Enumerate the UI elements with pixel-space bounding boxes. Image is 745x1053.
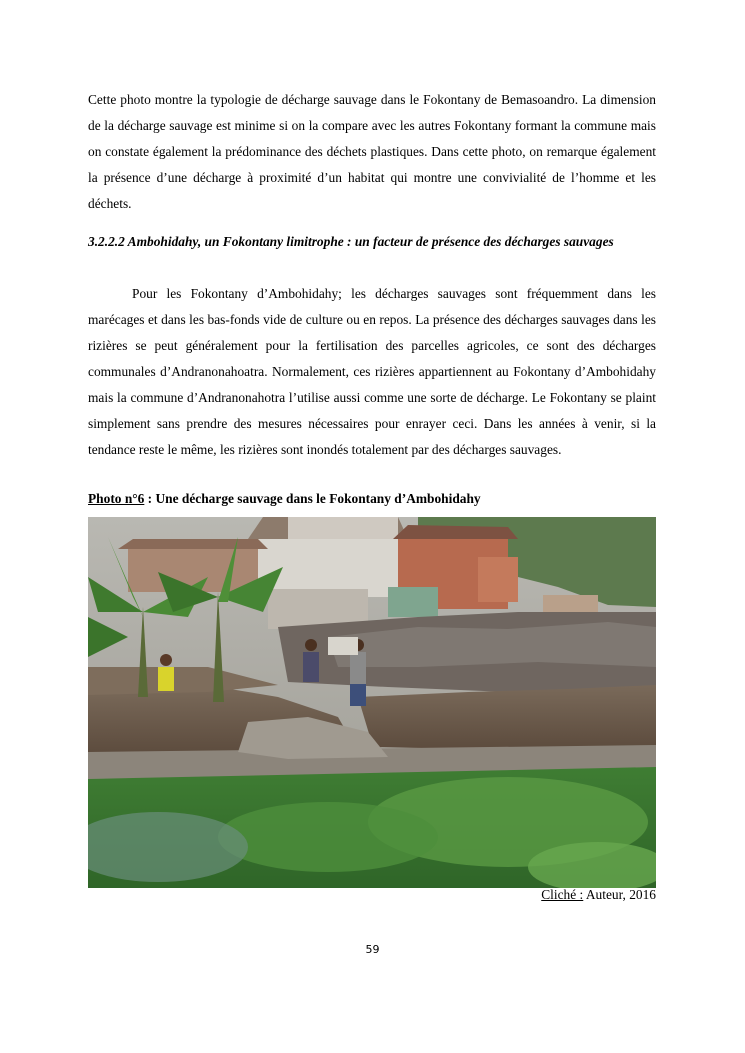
photo-credit	[541, 884, 656, 906]
paragraph-body: Pour les Fokontany d’Ambohidahy; les décharges sauvages sont fréquemment dans les marécages et dans les bas-fonds vide de culture ou en repos. La présence des décharges sauvages dans les rizières se peut généralement pour la fertilisation des parcelles agricoles, ce sont des décharges communales d’Andranonahoatra. Normalement, ces rizières appartiennent au Fokontany d’Ambohidahy mais la commune d’Andranonahotra l’utilise aussi comme une sorte de décharge. Le Fokontany se plaint simplement sans prendre des mesures nécessaires pour enrayer ceci. Dans les années à venir, si la tendance reste le même, les rizières sont inondés totalement par des décharges sauvages.	[88, 286, 656, 457]
photo-caption-title: Une décharge sauvage dans le Fokontany d’Ambohidahy	[155, 491, 481, 506]
photo-number-label: Photo n°6	[88, 491, 145, 506]
credit-label: Cliché :	[541, 887, 584, 902]
section-heading: 3.2.2.2 Ambohidahy, un Fokontany limitrophe : un facteur de présence des décharges sauvages	[88, 234, 614, 249]
page-number: 59	[365, 943, 380, 956]
dump-site-photo	[88, 517, 656, 888]
photo-caption-separator: :	[144, 491, 156, 506]
paragraph-intro: Cette photo montre la typologie de décharge sauvage dans le Fokontany de Bemasoandro. La dimension de la décharge sauvage est minime si on la compare avec les autres Fokontany formant la commune mais on constate également la prédominance des déchets plastiques. Dans cette photo, on remarque également la présence d’une décharge à proximité d’un habitat qui montre une convivialité de l’homme et les déchets.	[88, 92, 656, 211]
photo-caption	[88, 488, 481, 510]
credit-text: Auteur, 2016	[583, 887, 656, 902]
